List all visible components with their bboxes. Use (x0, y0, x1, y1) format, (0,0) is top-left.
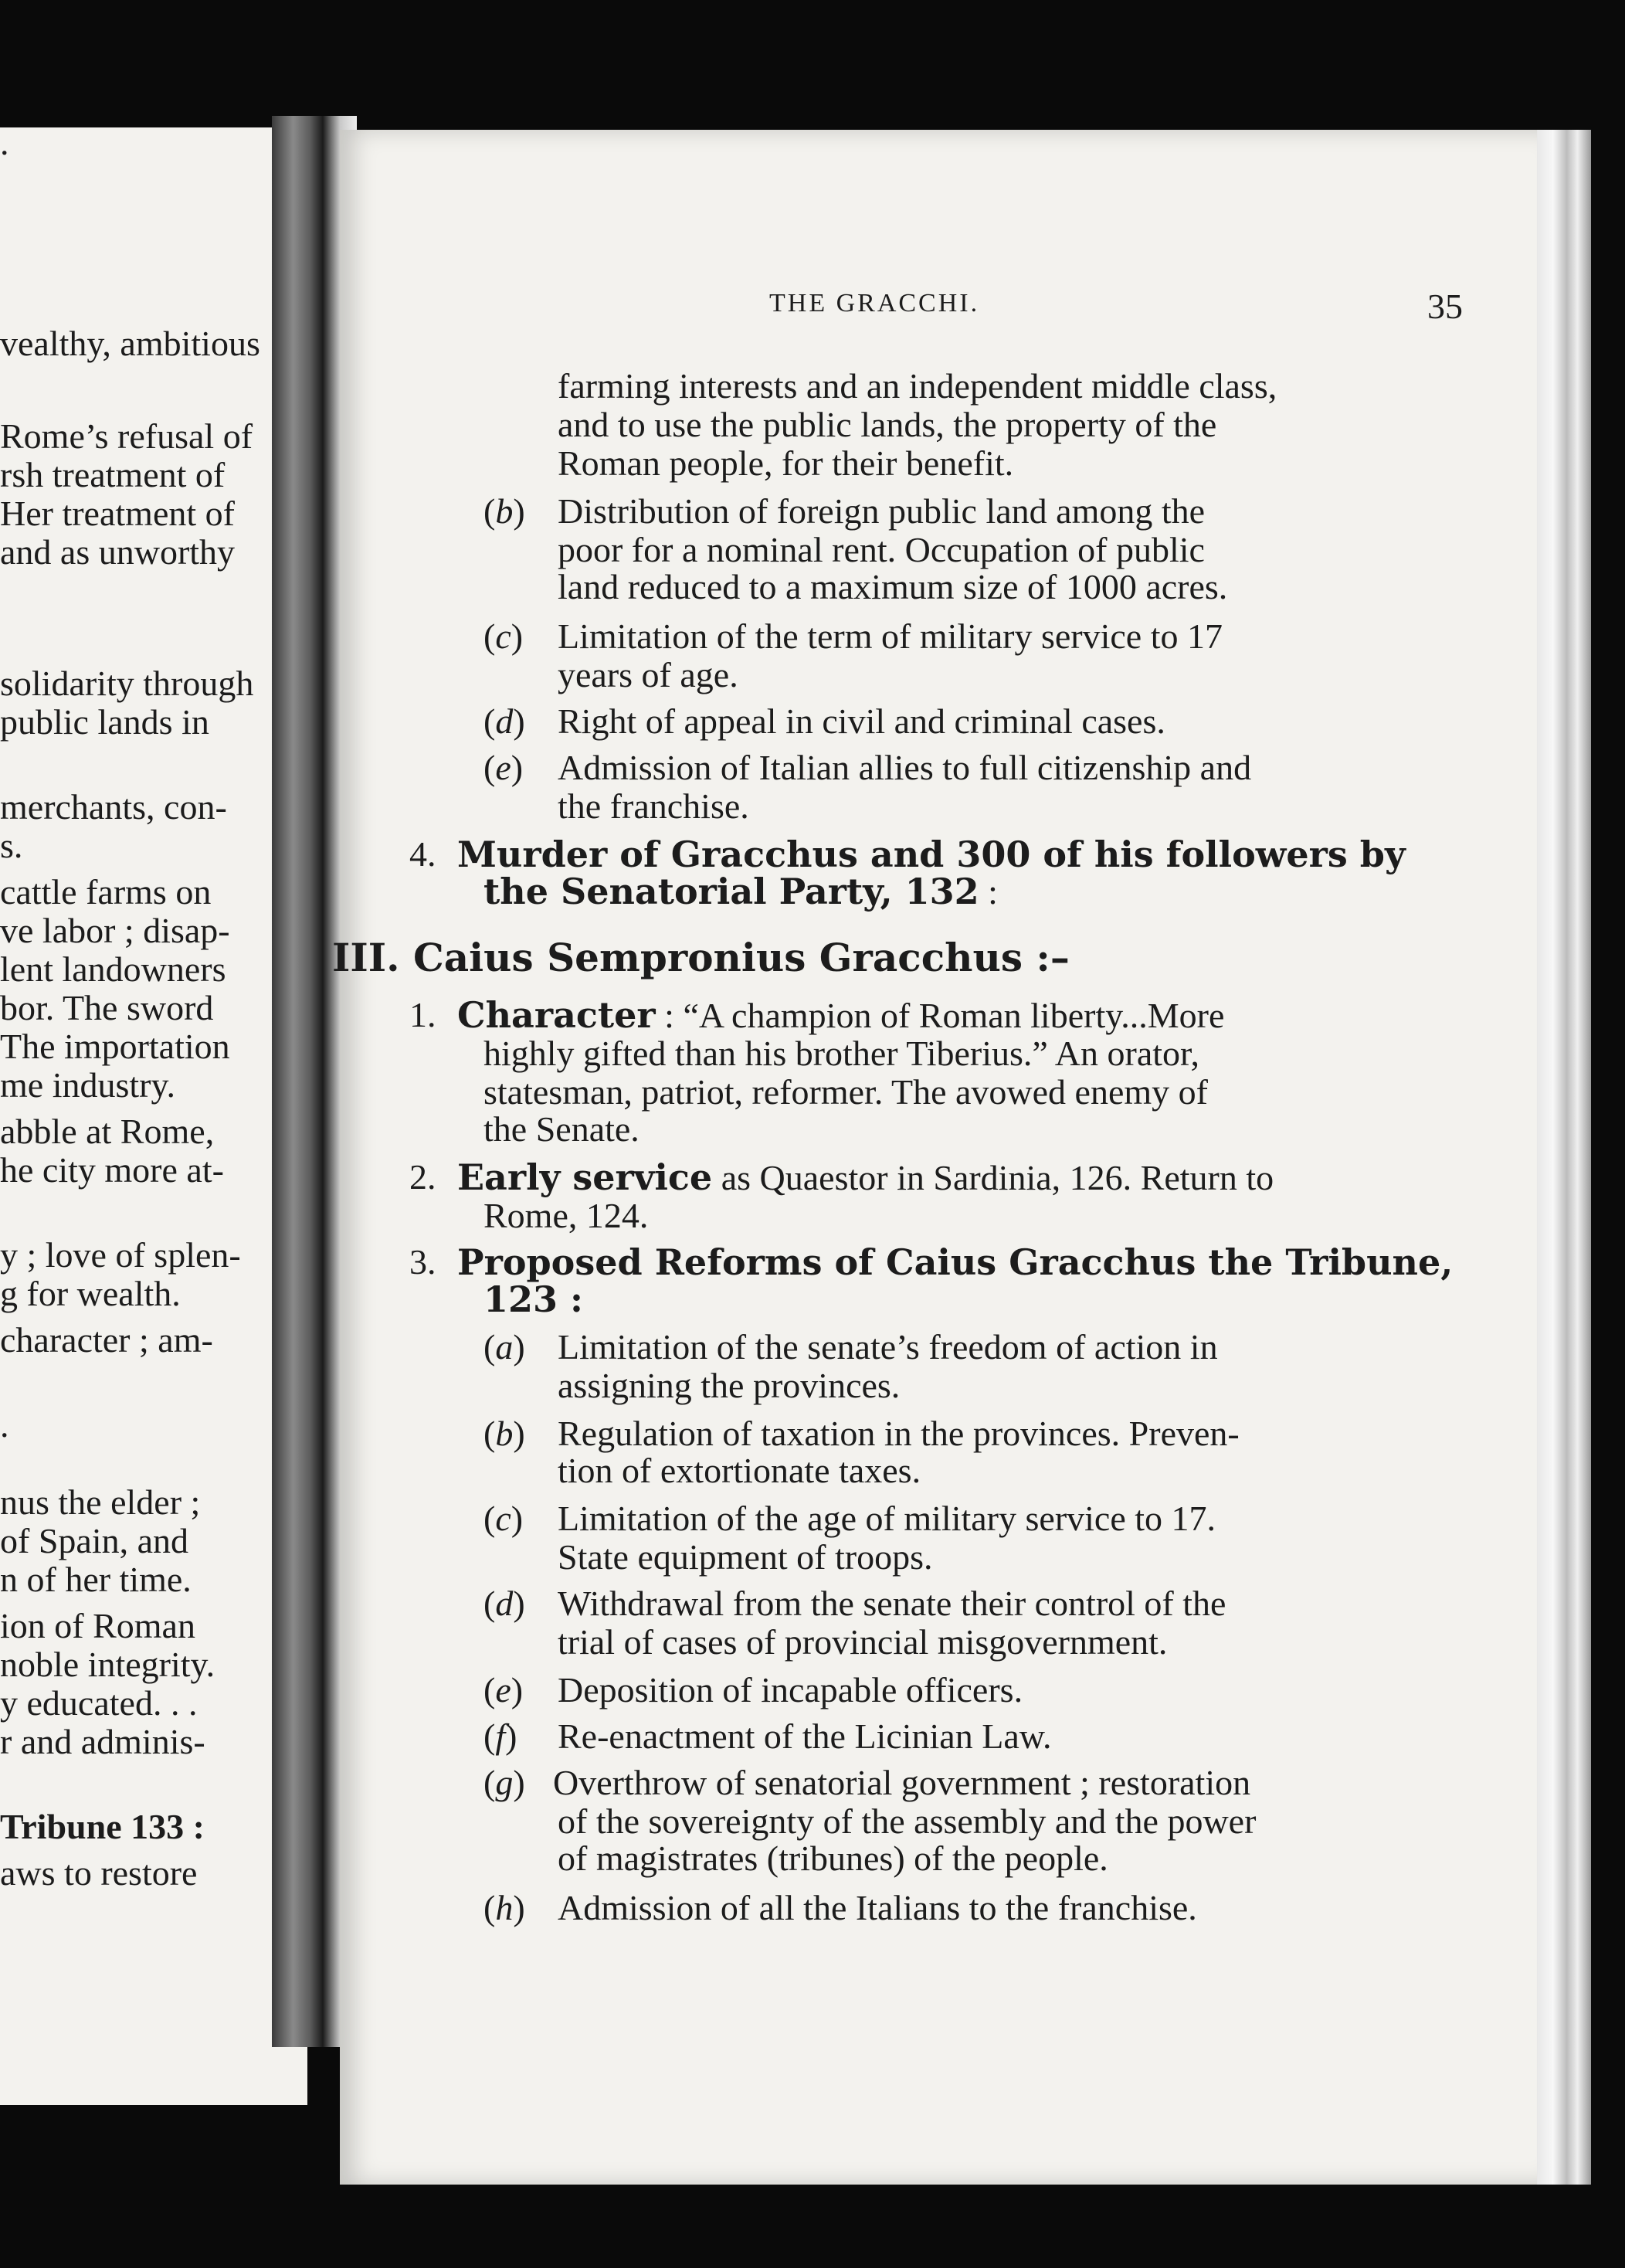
left-page-line: rsh treatment of (0, 455, 226, 494)
reform-marker: (a) (483, 1327, 525, 1367)
section-heading: III. Caius Sempronius Gracchus :– (332, 935, 1070, 980)
reform-line: of the sovereignty of the assembly and the power (558, 1801, 1257, 1841)
item-number: 4. (409, 834, 436, 874)
reform-line: Admission of Italian allies to full citizenship and (558, 748, 1252, 787)
reform-line: Re-enactment of the Licinian Law. (558, 1716, 1052, 1756)
reform-marker: (c) (483, 616, 524, 656)
item-number: 1. (409, 995, 436, 1034)
reform-marker: (c) (483, 1499, 524, 1538)
item-number: 2. (409, 1157, 436, 1197)
left-page-line: me industry. (0, 1065, 175, 1105)
reform-marker: (e) (483, 1670, 524, 1709)
reform-line: Regulation of taxation in the provinces. Preven- (558, 1414, 1240, 1453)
reform-marker: (h) (483, 1888, 525, 1927)
item-heading: Murder of Gracchus and 300 of his followers by (457, 834, 1406, 875)
reform-marker: (b) (483, 491, 525, 531)
left-page-line: lent landowners (0, 949, 226, 989)
item-line: statesman, patriot, reformer. The avowed enemy of (483, 1072, 1208, 1112)
item-line: highly gifted than his brother Tiberius.” An orator, (483, 1034, 1200, 1073)
left-page-line: g for wealth. (0, 1274, 181, 1313)
left-page-line: cattle farms on (0, 872, 212, 912)
reform-line: Right of appeal in civil and criminal cases. (558, 701, 1165, 741)
left-page-line: vealthy, ambitious (0, 324, 260, 363)
reform-line: Overthrow of senatorial government ; restoration (553, 1763, 1251, 1802)
reform-line: Deposition of incapable officers. (558, 1670, 1023, 1709)
item-heading: Proposed Reforms of Caius Gracchus the Tribune, (457, 1241, 1454, 1283)
continuation-line: farming interests and an independent middle class, (558, 366, 1277, 406)
left-page-line: r and adminis- (0, 1722, 205, 1761)
left-page-line: y educated. . . (0, 1683, 198, 1723)
left-page-line: n of her time. (0, 1560, 192, 1599)
item-line: Rome, 124. (483, 1196, 649, 1235)
item-line: Character : “A champion of Roman liberty...More (457, 994, 1225, 1036)
left-page-line: ion of Roman (0, 1606, 195, 1645)
left-page-line: public lands in (0, 702, 209, 742)
left-page (0, 127, 307, 2105)
reform-marker: (g) (483, 1763, 525, 1802)
reform-line: Withdrawal from the senate their control of the (558, 1584, 1226, 1623)
continuation-line: Roman people, for their benefit. (558, 443, 1014, 483)
item-heading: the Senatorial Party, 132 : (483, 871, 998, 912)
item-line: Early service as Quaestor in Sardinia, 126. Return to (457, 1156, 1274, 1198)
reform-marker: (d) (483, 1584, 525, 1623)
reform-marker: (b) (483, 1414, 525, 1453)
reform-line: assigning the provinces. (558, 1366, 901, 1405)
item-line: the Senate. (483, 1109, 639, 1149)
reform-line: Limitation of the age of military service to 17. (558, 1499, 1216, 1538)
left-page-line: y ; love of splen- (0, 1235, 241, 1275)
left-page-line: and as unworthy (0, 532, 236, 572)
reform-marker: (f) (483, 1716, 517, 1756)
reform-line: State equipment of troops. (558, 1537, 933, 1577)
reform-line: the franchise. (558, 786, 749, 826)
page-number: 35 (1427, 287, 1463, 326)
left-page-line: of Spain, and (0, 1521, 189, 1560)
reform-marker: (d) (483, 701, 525, 741)
left-page-line: nus the elder ; (0, 1482, 201, 1522)
continuation-line: and to use the public lands, the property of the (558, 405, 1217, 444)
left-page-line: Tribune 133 : (0, 1807, 205, 1846)
left-page-line: s. (0, 826, 23, 865)
running-head: THE GRACCHI. (769, 289, 980, 317)
reform-line: Admission of all the Italians to the franchise. (558, 1888, 1197, 1927)
reform-line: years of age. (558, 655, 738, 694)
left-page-line: merchants, con- (0, 787, 227, 827)
reform-line: Distribution of foreign public land among the (558, 491, 1206, 531)
left-page-line: character ; am- (0, 1320, 213, 1360)
reform-line: Limitation of the term of military service to 17 (558, 616, 1223, 656)
reform-line: of magistrates (tribunes) of the people. (558, 1839, 1108, 1878)
left-page-line: abble at Rome, (0, 1112, 215, 1151)
reform-line: land reduced to a maximum size of 1000 acres. (558, 567, 1228, 606)
left-page-line: The importation (0, 1027, 230, 1066)
left-page-line: ve labor ; disap- (0, 911, 230, 950)
left-page-line: . (0, 127, 9, 162)
item-number: 3. (409, 1242, 436, 1282)
left-page-line: bor. The sword (0, 988, 214, 1027)
left-page-line: solidarity through (0, 664, 254, 703)
left-page-line: Her treatment of (0, 494, 235, 533)
reform-line: trial of cases of provincial misgovernment. (558, 1622, 1168, 1662)
reform-line: Limitation of the senate’s freedom of action in (558, 1327, 1218, 1367)
reform-marker: (e) (483, 748, 524, 787)
left-page-line: noble integrity. (0, 1645, 215, 1684)
left-page-line: Rome’s refusal of (0, 416, 253, 456)
left-page-line: . (0, 1405, 9, 1445)
reform-line: tion of extortionate taxes. (558, 1451, 921, 1490)
reform-line: poor for a nominal rent. Occupation of public (558, 530, 1205, 569)
page-edge (1537, 130, 1591, 2185)
item-heading: 123 : (483, 1278, 584, 1320)
left-page-line: he city more at- (0, 1150, 224, 1190)
left-page-line: aws to restore (0, 1853, 198, 1893)
